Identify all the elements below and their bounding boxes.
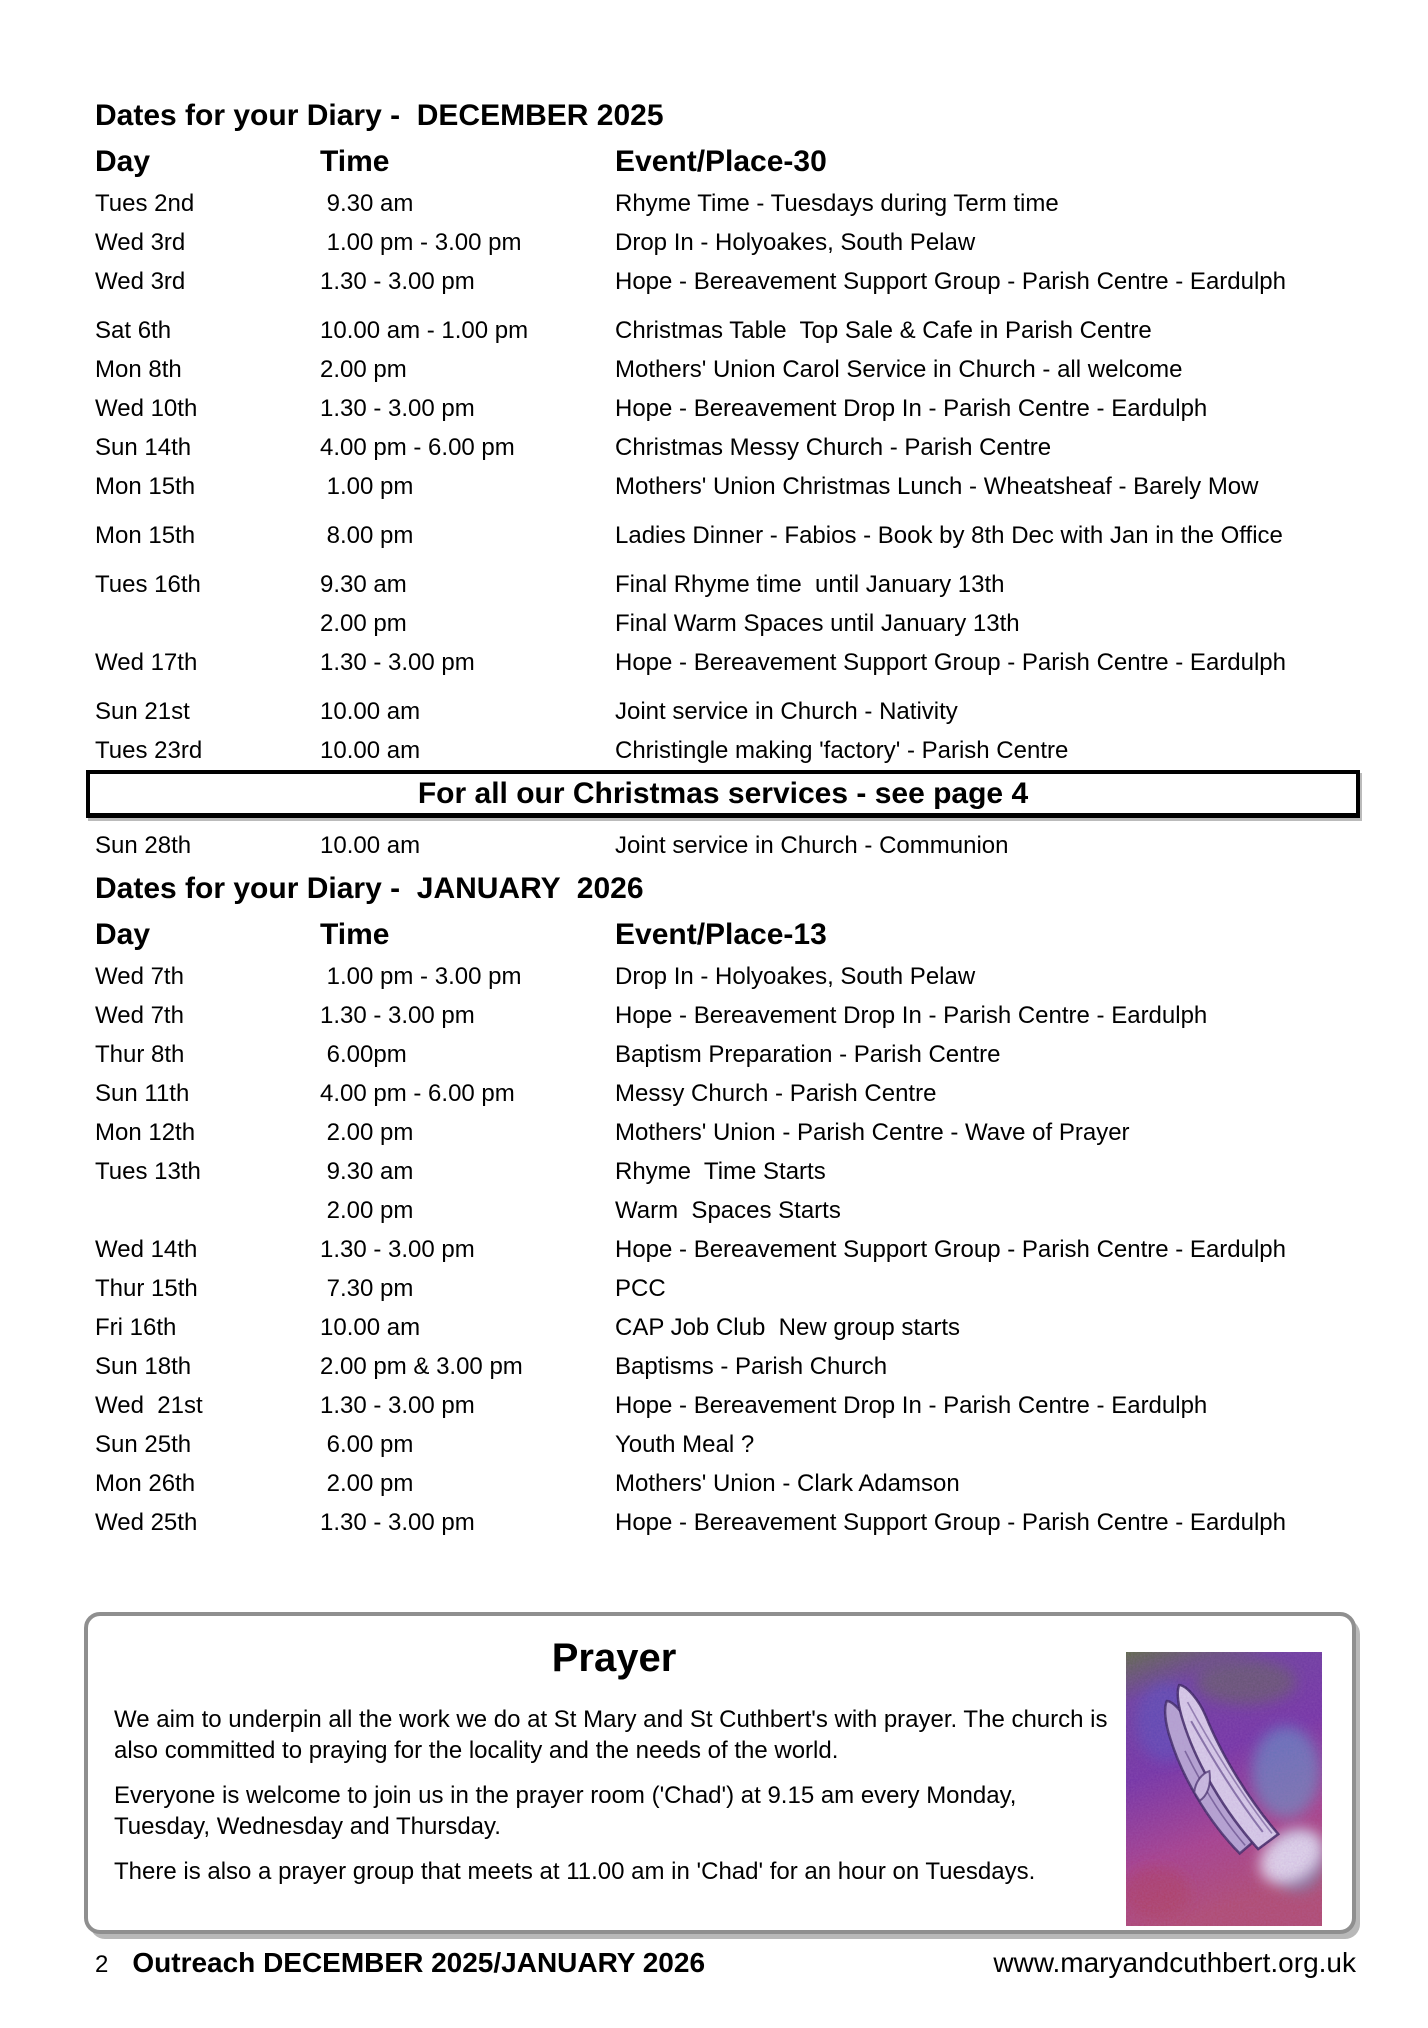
time-cell: 9.30 am [320,1158,414,1185]
time-cell: 6.00 pm [320,1431,414,1458]
table-row [95,1425,1360,1464]
table-row [95,223,1360,262]
january-title: Dates for your Diary - JANUARY 2026 [95,872,644,905]
event-cell: Mothers' Union Carol Service in Church - all welcome [615,356,1183,383]
day-cell: Mon 15th [95,473,196,500]
table-row [95,1503,1360,1542]
prayer-paragraph: There is also a prayer group that meets at 11.00 am in 'Chad' for an hour on Tuesdays. [114,1858,1036,1885]
day-cell [95,604,320,643]
event-cell: PCC [615,1275,666,1302]
day-cell: Thur 8th [95,1041,185,1068]
time-cell: 2.00 pm [320,610,407,637]
table-row [95,565,1360,604]
table-row [95,604,1360,643]
time-cell: 10.00 am [320,1314,421,1341]
table-row [95,428,1360,467]
time-cell: 2.00 pm [320,1197,414,1224]
table-row [95,996,1360,1035]
event-cell: Christmas Table Top Sale & Cafe in Parish Centre [615,317,1152,344]
day-cell: Wed 25th [95,1509,198,1536]
column-header-day: Day [95,918,151,951]
day-cell: Sat 6th [95,317,172,344]
day-cell: Sun 14th [95,434,192,461]
page-footer [95,1946,1356,1982]
time-cell: 2.00 pm [320,1119,414,1146]
time-cell: 4.00 pm - 6.00 pm [320,434,515,461]
day-cell: Mon 26th [95,1470,196,1497]
time-cell: 10.00 am - 1.00 pm [320,317,529,344]
table-row [95,184,1360,223]
publication-title: Outreach DECEMBER 2025/JANUARY 2026 [132,1947,706,1978]
table-row [95,1464,1360,1503]
table-row [95,826,1360,865]
december-table-after-banner [95,826,1360,865]
table-row [95,731,1360,770]
day-cell: Tues 13th [95,1158,201,1185]
time-cell: 9.30 am [320,571,407,598]
day-cell [95,1191,320,1230]
table-row [95,516,1360,555]
event-cell: CAP Job Club New group starts [615,1314,961,1341]
table-row [95,692,1360,731]
table-row [95,1308,1360,1347]
table-row [95,389,1360,428]
event-cell: Final Warm Spaces until January 13th [615,610,1020,637]
event-cell: Hope - Bereavement Support Group - Parish Centre - Eardulph [615,1236,1287,1263]
time-cell: 10.00 am [320,737,421,764]
event-cell: Christmas Messy Church - Parish Centre [615,434,1052,461]
banner-text: For all our Christmas services - see page 4 [417,777,1029,810]
day-cell: Thur 15th [95,1275,198,1302]
time-cell: 1.00 pm - 3.00 pm [320,963,522,990]
december-title: Dates for your Diary - DECEMBER 2025 [95,99,664,132]
table-row [95,1347,1360,1386]
table-row [95,1191,1360,1230]
column-header-day: Day [95,145,151,178]
table-row [95,1035,1360,1074]
time-cell: 2.00 pm [320,1470,414,1497]
event-cell: Drop In - Holyoakes, South Pelaw [615,229,976,256]
column-header-event: Event/Place-30 [615,145,827,178]
day-cell: Wed 17th [95,649,198,676]
time-cell: 1.00 pm - 3.00 pm [320,229,522,256]
table-row [95,467,1360,506]
column-header-time: Time [320,918,390,951]
event-cell: Baptism Preparation - Parish Centre [615,1041,1001,1068]
day-cell: Mon 15th [95,522,196,549]
day-cell: Wed 3rd [95,268,186,295]
january-table-header [95,913,1360,957]
footer-left [95,1946,705,1982]
day-cell: Mon 12th [95,1119,196,1146]
time-cell: 2.00 pm & 3.00 pm [320,1353,523,1380]
prayer-title: Prayer [551,1636,677,1680]
time-cell: 2.00 pm [320,356,407,383]
time-cell: 1.30 - 3.00 pm [320,268,475,295]
day-cell: Tues 16th [95,571,201,598]
time-cell: 4.00 pm - 6.00 pm [320,1080,515,1107]
column-header-time: Time [320,145,390,178]
page-number: 2 [95,1951,109,1978]
day-cell: Wed 10th [95,395,198,422]
event-cell: Hope - Bereavement Drop In - Parish Centre - Eardulph [615,1392,1208,1419]
day-cell: Wed 14th [95,1236,198,1263]
event-cell: Hope - Bereavement Support Group - Parish Centre - Eardulph [615,268,1287,295]
time-cell: 1.00 pm [320,473,414,500]
event-cell: Hope - Bereavement Support Group - Parish Centre - Eardulph [615,1509,1287,1536]
december-table [95,184,1360,770]
day-cell: Sun 28th [95,832,192,859]
table-row [95,1074,1360,1113]
prayer-box [84,1612,1356,1934]
event-cell: Hope - Bereavement Drop In - Parish Centre - Eardulph [615,1002,1208,1029]
event-cell: Joint service in Church - Communion [615,832,1009,859]
table-row [95,957,1360,996]
day-cell: Wed 7th [95,963,184,990]
time-cell: 1.30 - 3.00 pm [320,1392,475,1419]
event-cell: Warm Spaces Starts [615,1197,841,1224]
december-diary-section [95,98,1360,865]
time-cell: 6.00pm [320,1041,407,1068]
january-table [95,957,1360,1542]
event-cell: Mothers' Union - Clark Adamson [615,1470,960,1497]
event-cell: Baptisms - Parish Church [615,1353,888,1380]
time-cell: 1.30 - 3.00 pm [320,395,475,422]
event-cell: Hope - Bereavement Support Group - Parish Centre - Eardulph [615,649,1287,676]
event-cell: Mothers' Union Christmas Lunch - Wheatsheaf - Barely Mow [615,473,1259,500]
day-cell: Mon 8th [95,356,182,383]
day-cell: Fri 16th [95,1314,177,1341]
day-cell: Wed 21st [95,1392,203,1419]
time-cell: 7.30 pm [320,1275,414,1302]
day-cell: Wed 7th [95,1002,184,1029]
table-row [95,262,1360,301]
event-cell: Final Rhyme time until January 13th [615,571,1005,598]
time-cell: 1.30 - 3.00 pm [320,1509,475,1536]
event-cell: Joint service in Church - Nativity [615,698,958,725]
time-cell: 9.30 am [320,190,414,217]
table-row [95,1386,1360,1425]
table-row [95,1113,1360,1152]
table-row [95,350,1360,389]
table-row [95,643,1360,682]
christmas-services-banner [86,770,1360,818]
event-cell: Rhyme Time - Tuesdays during Term time [615,190,1059,217]
praying-hands-image [1126,1652,1322,1926]
column-header-event: Event/Place-13 [615,918,827,951]
day-cell: Tues 23rd [95,737,203,764]
event-cell: Messy Church - Parish Centre [615,1080,937,1107]
event-cell: Christingle making 'factory' - Parish Centre [615,737,1069,764]
time-cell: 1.30 - 3.00 pm [320,1002,475,1029]
day-cell: Tues 2nd [95,190,195,217]
table-row [95,1230,1360,1269]
event-cell: Drop In - Holyoakes, South Pelaw [615,963,976,990]
day-cell: Wed 3rd [95,229,186,256]
day-cell: Sun 25th [95,1431,192,1458]
time-cell: 10.00 am [320,832,421,859]
event-cell: Youth Meal ? [615,1431,755,1458]
table-row [95,1152,1360,1191]
day-cell: Sun 21st [95,698,190,725]
table-row [95,1269,1360,1308]
event-cell: Mothers' Union - Parish Centre - Wave of Prayer [615,1119,1130,1146]
time-cell: 8.00 pm [320,522,414,549]
day-cell: Sun 18th [95,1353,192,1380]
day-cell: Sun 11th [95,1080,190,1107]
time-cell: 1.30 - 3.00 pm [320,649,475,676]
prayer-paragraph: We aim to underpin all the work we do at St Mary and St Cuthbert's with prayer. The church is also committed to praying for the locality and the needs of the world. [114,1706,1108,1764]
event-cell: Rhyme Time Starts [615,1158,826,1185]
table-row [95,311,1360,350]
event-cell: Ladies Dinner - Fabios - Book by 8th Dec with Jan in the Office [615,522,1283,549]
time-cell: 10.00 am [320,698,421,725]
event-cell: Hope - Bereavement Drop In - Parish Centre - Eardulph [615,395,1208,422]
prayer-paragraph: Everyone is welcome to join us in the prayer room ('Chad') at 9.15 am every Monday, Tuesday, Wednesday and Thursday. [114,1782,1017,1840]
january-diary-section [95,871,1360,1542]
december-table-header [95,140,1360,184]
time-cell: 1.30 - 3.00 pm [320,1236,475,1263]
website-url: www.maryandcuthbert.org.uk [993,1947,1356,1978]
